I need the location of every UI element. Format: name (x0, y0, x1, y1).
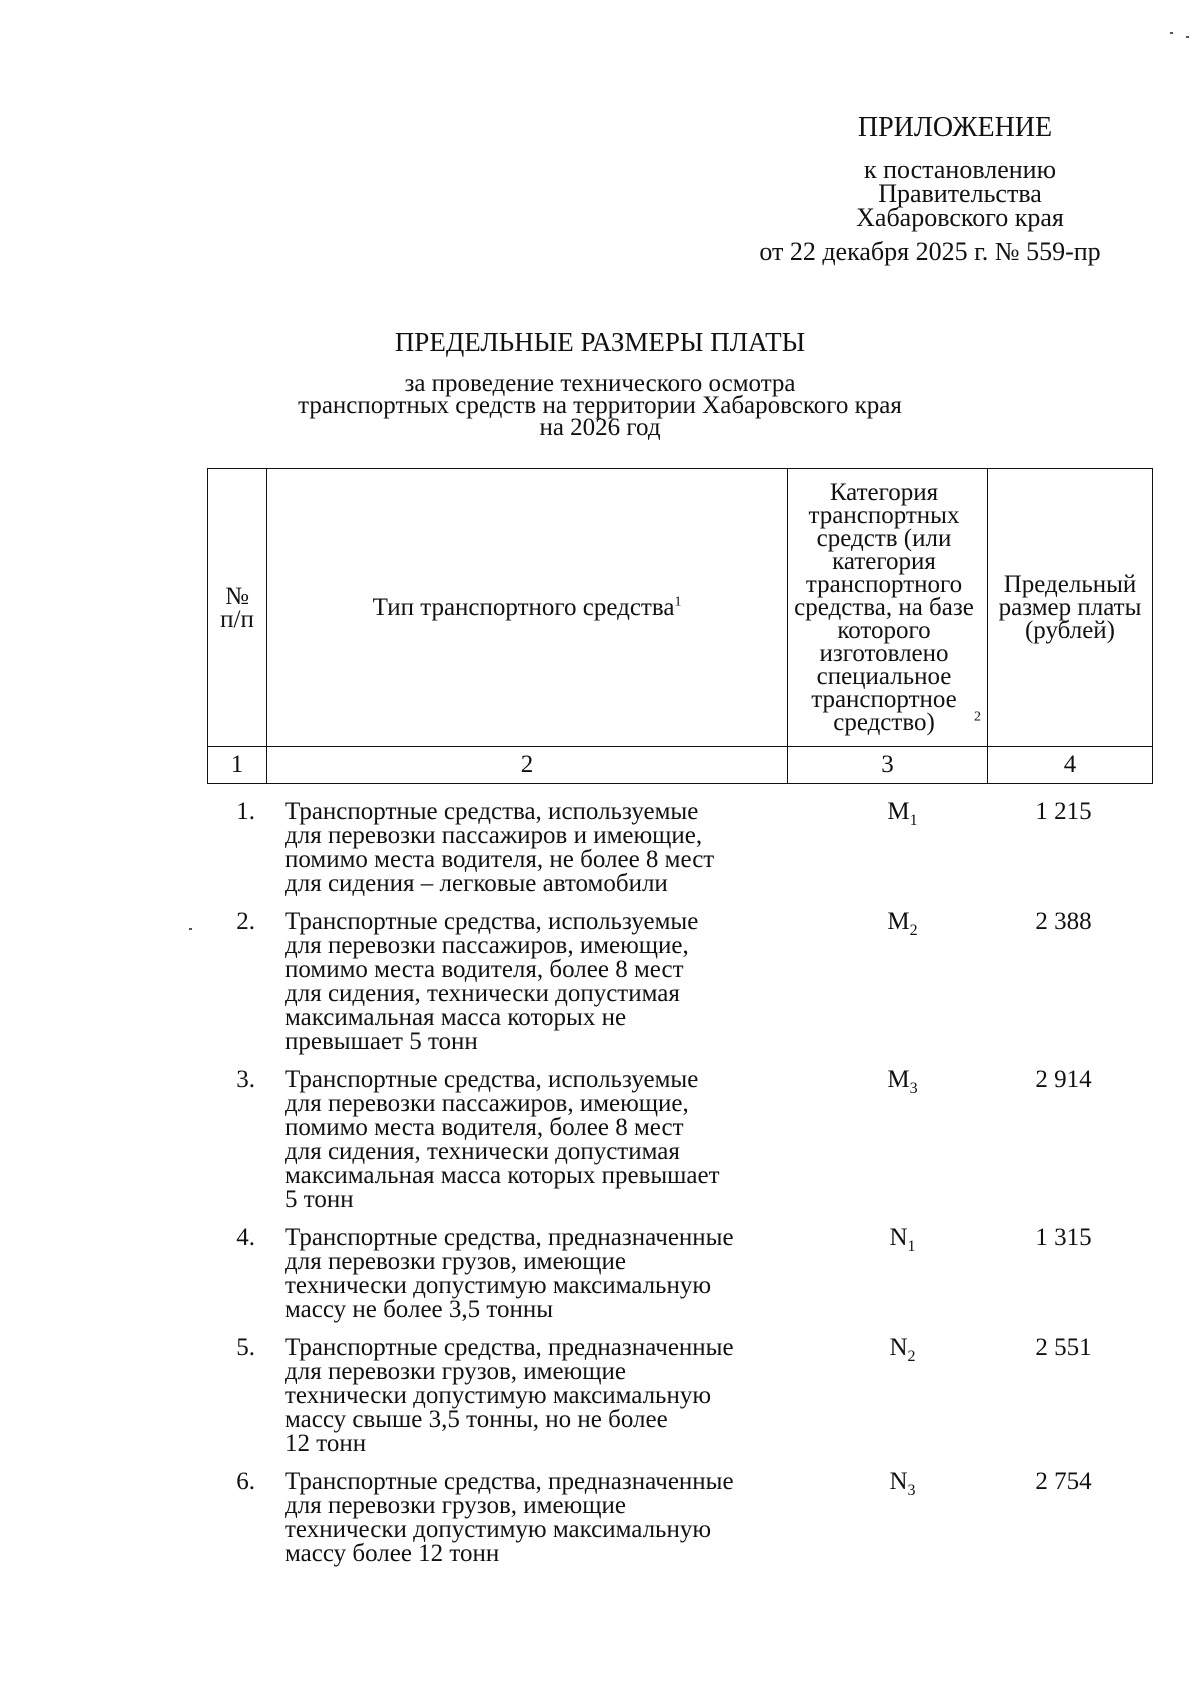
row-number: 1. (236, 798, 255, 825)
vehicle-type: Транспортные средства, предназначенные для перевозки грузов, имеющие технически допустимую максимальную массу более 12 тонн (285, 1468, 734, 1567)
title-sub-3: на 2026 год (539, 414, 661, 441)
category-letter: N (889, 1468, 908, 1495)
vehicle-category (775, 1068, 975, 1214)
category-letter: M (887, 1066, 910, 1093)
table-row (207, 910, 1152, 1056)
category-letter: N (889, 1224, 908, 1251)
header-category-label: Категория транспортных средств (или категория транспортного средства, на базе которого изготовлено специальное транспортное средство) (794, 479, 974, 736)
appendix-line-1: к постановлению (863, 155, 1057, 184)
appendix-line-3: Хабаровского края (856, 203, 1064, 232)
footnote-1-marker: 1 (674, 594, 682, 610)
column-number-4: 4 (988, 747, 1153, 784)
title-sub-1: за проведение технического осмотра (404, 370, 796, 397)
appendix-header (760, 112, 1160, 264)
table-row (207, 1226, 1152, 1324)
vehicle-category (775, 1470, 975, 1568)
vehicle-type: Транспортные средства, используемые для перевозки пассажиров, имеющие, помимо места водителя, более 8 мест для сидения, технически допустимая максимальная масса которых превышает 5 тонн (285, 1066, 720, 1213)
appendix-line-2: Правительства (878, 179, 1042, 208)
category-index: 1 (907, 1238, 916, 1255)
column-number-3: 3 (788, 747, 988, 784)
vehicle-category (775, 910, 975, 1056)
vehicle-type: Транспортные средства, предназначенные для перевозки грузов, имеющие технически допустимую максимальную массу свыше 3,5 тонны, но не более 12 тонн (285, 1334, 734, 1457)
fee-value: 2 754 (1035, 1468, 1092, 1495)
header-type-label: Тип транспортного средства (372, 594, 675, 621)
table-row (207, 1068, 1152, 1214)
appendix-date: от 22 декабря 2025 г. № 559-пр (759, 237, 1101, 266)
header-fee-label: Предельный размер платы (рублей) (998, 571, 1142, 644)
title-sub-2: транспортных средств на территории Хабаровского края (298, 392, 902, 419)
fee-table-body (207, 800, 1152, 1580)
row-number: 2. (236, 908, 255, 935)
appendix-title: ПРИЛОЖЕНИЕ (857, 112, 1053, 143)
vehicle-category (775, 800, 975, 898)
scan-speck (1170, 32, 1173, 34)
category-letter: M (887, 908, 910, 935)
row-number: 5. (236, 1334, 255, 1361)
fee-value: 2 551 (1035, 1334, 1092, 1361)
fee-table-header (207, 468, 1153, 784)
fee-value: 1 315 (1035, 1224, 1092, 1251)
vehicle-type: Транспортные средства, предназначенные для перевозки грузов, имеющие технически допустимую максимальную массу не более 3,5 тонны (285, 1224, 734, 1323)
table-row (207, 1336, 1152, 1458)
column-number-1: 1 (208, 747, 267, 784)
row-number: 3. (236, 1066, 255, 1093)
vehicle-category (775, 1336, 975, 1458)
header-category (788, 469, 988, 747)
header-row (208, 469, 1153, 747)
category-index: 2 (909, 922, 918, 939)
vehicle-type: Транспортные средства, используемые для перевозки пассажиров, имеющие, помимо места водителя, более 8 мест для сидения, технически допустимая максимальная масса которых не превышает 5 тонн (285, 908, 699, 1055)
header-num-label: № п/п (220, 582, 254, 633)
title-main: ПРЕДЕЛЬНЫЕ РАЗМЕРЫ ПЛАТЫ (394, 327, 806, 357)
vehicle-category (775, 1226, 975, 1324)
category-letter: M (887, 798, 910, 825)
category-letter: N (889, 1334, 908, 1361)
column-number-2: 2 (267, 747, 788, 784)
table-row (207, 800, 1152, 898)
footnote-2-marker: 2 (974, 709, 981, 725)
column-number-row (208, 747, 1153, 784)
fee-value: 2 914 (1035, 1066, 1092, 1093)
category-index: 3 (907, 1482, 916, 1499)
header-num (208, 469, 267, 747)
header-fee (988, 469, 1153, 747)
row-number: 4. (236, 1224, 255, 1251)
fee-value: 2 388 (1035, 908, 1092, 935)
document-title (0, 327, 1200, 439)
category-index: 3 (909, 1080, 918, 1097)
row-number: 6. (236, 1468, 255, 1495)
vehicle-type: Транспортные средства, используемые для перевозки пассажиров и имеющие, помимо места водителя, не более 8 мест для сидения – легковые автомобили (285, 798, 715, 897)
category-index: 1 (909, 812, 918, 829)
table-row (207, 1470, 1152, 1568)
scan-speck (189, 928, 192, 930)
header-type (267, 469, 788, 747)
category-index: 2 (907, 1348, 916, 1365)
fee-value: 1 215 (1035, 798, 1092, 825)
scan-speck (1186, 36, 1189, 38)
